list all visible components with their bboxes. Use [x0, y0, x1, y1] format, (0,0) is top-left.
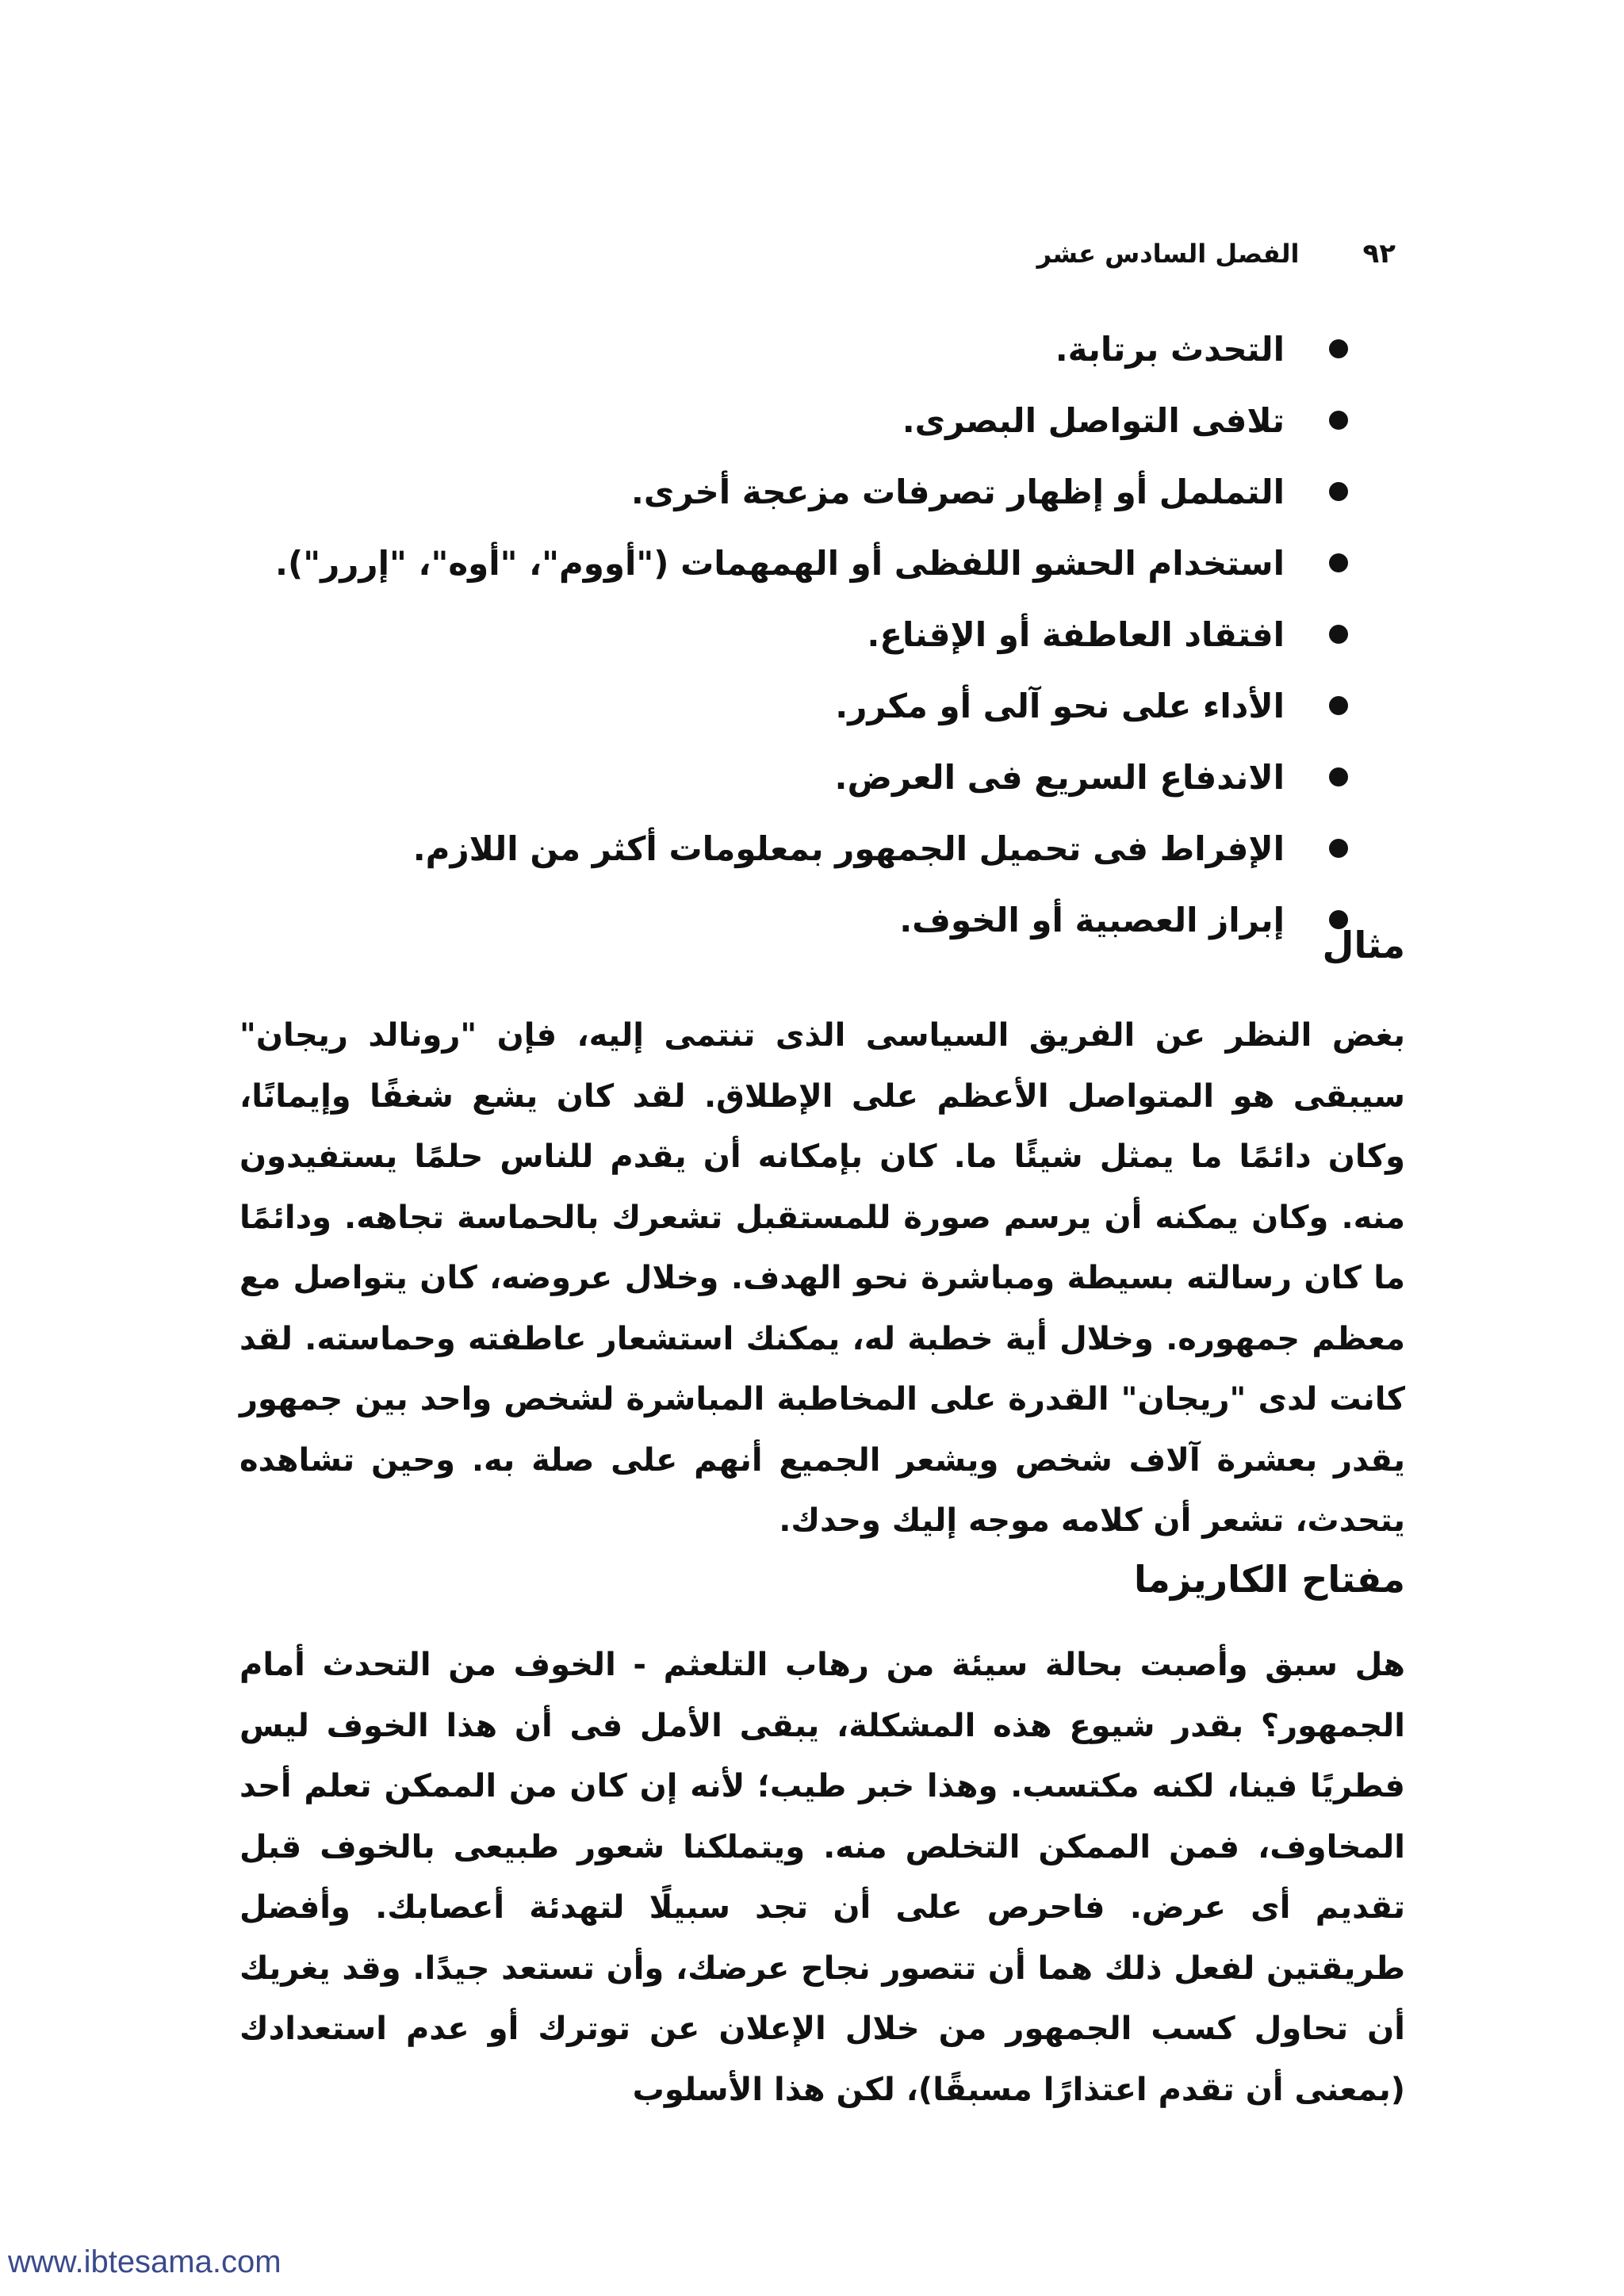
list-item-text: إبراز العصبية أو الخوف.: [899, 900, 1285, 939]
list-item-text: الاندفاع السريع فى العرض.: [834, 757, 1285, 797]
list-item: [159, 527, 1348, 599]
bullet-icon: [1329, 553, 1348, 572]
running-header: [1015, 230, 1396, 277]
bullet-icon: [1329, 625, 1348, 644]
list-item: [159, 670, 1348, 741]
bullet-list: [159, 313, 1348, 955]
list-item-text: افتقاد العاطفة أو الإقناع.: [867, 614, 1285, 654]
list-item: [159, 313, 1348, 385]
list-item: [159, 385, 1348, 456]
bullet-icon: [1329, 839, 1348, 858]
charisma-key-paragraph: هل سبق وأصبت بحالة سيئة من رهاب التلعثم - الخوف من التحدث أمام الجمهور؟ بقدر شيوع هذه المشكلة، يبقى الأمل فى أن هذا الخوف ليس فطريًا فينا، لكنه مكتسب. وهذا خبر طيب؛ لأنه إن كان من الممكن تعلم أحد المخاوف، فمن الممكن التخلص منه. ويتملكنا شعور طبيعى بالخوف قبل تقديم أى عرض. فاحرص على أن تجد سبيلًا لتهدئة أعصابك. وأفضل طريقتين لفعل ذلك هما أن تتصور نجاح عرضك، وأن تستعد جيدًا. وقد يغريك أن تحاول كسب الجمهور من خلال الإعلان عن توترك أو عدم استعدادك (بمعنى أن تقدم اعتذارًا مسبقًا)، لكن هذا الأسلوب: [239, 1647, 1405, 2108]
list-item-text: التحدث برتابة.: [1055, 329, 1285, 369]
list-item: [159, 884, 1348, 955]
bullet-icon: [1329, 767, 1348, 786]
list-item-text: التململ أو إظهار تصرفات مزعجة أخرى.: [630, 472, 1285, 511]
section-heading-charisma-key: مفتاح الكاريزما: [1134, 1558, 1405, 1601]
bullet-icon: [1329, 411, 1348, 430]
list-item-text: استخدام الحشو اللفظى أو الهمهمات ("أووم"، "أوه"، "إررر").: [275, 543, 1285, 583]
list-item-text: الإفراط فى تحميل الجمهور بمعلومات أكثر من اللازم.: [412, 828, 1285, 868]
bullet-icon: [1329, 482, 1348, 501]
list-item: [159, 599, 1348, 670]
list-item-text: تلافى التواصل البصرى.: [902, 400, 1285, 440]
chapter-title: الفصل السادس عشر: [1036, 239, 1300, 269]
bullet-icon: [1329, 696, 1348, 715]
footer-url: www.ibtesama.com: [8, 2244, 282, 2279]
list-item-text: الأداء على نحو آلى أو مكرر.: [835, 686, 1285, 725]
section-heading-example: مثال: [1322, 924, 1405, 966]
bullet-icon: [1329, 339, 1348, 358]
list-item: [159, 741, 1348, 813]
example-paragraph: بغض النظر عن الفريق السياسى الذى تنتمى إليه، فإن "رونالد ريجان" سيبقى هو المتواصل الأعظم على الإطلاق. لقد كان يشع شغفًا وإيمانًا، وكان دائمًا ما يمثل شيئًا ما. كان بإمكانه أن يقدم للناس حلمًا يستفيدون منه. وكان يمكنه أن يرسم صورة للمستقبل تشعرك بالحماسة تجاهه. ودائمًا ما كان رسالته بسيطة ومباشرة نحو الهدف. وخلال عروضه، كان يتواصل مع معظم جمهوره. وخلال أية خطبة له، يمكنك استشعار عاطفته وحماسته. لقد كانت لدى "ريجان" القدرة على المخاطبة المباشرة لشخص واحد بين جمهور يقدر بعشرة آلاف شخص ويشعر الجميع أنهم على صلة به. وحين تشاهده يتحدث، تشعر أن كلامه موجه إليك وحدك.: [239, 1017, 1405, 1539]
list-item: [159, 456, 1348, 527]
page-number: ٩٢: [1362, 238, 1396, 270]
list-item: [159, 813, 1348, 884]
